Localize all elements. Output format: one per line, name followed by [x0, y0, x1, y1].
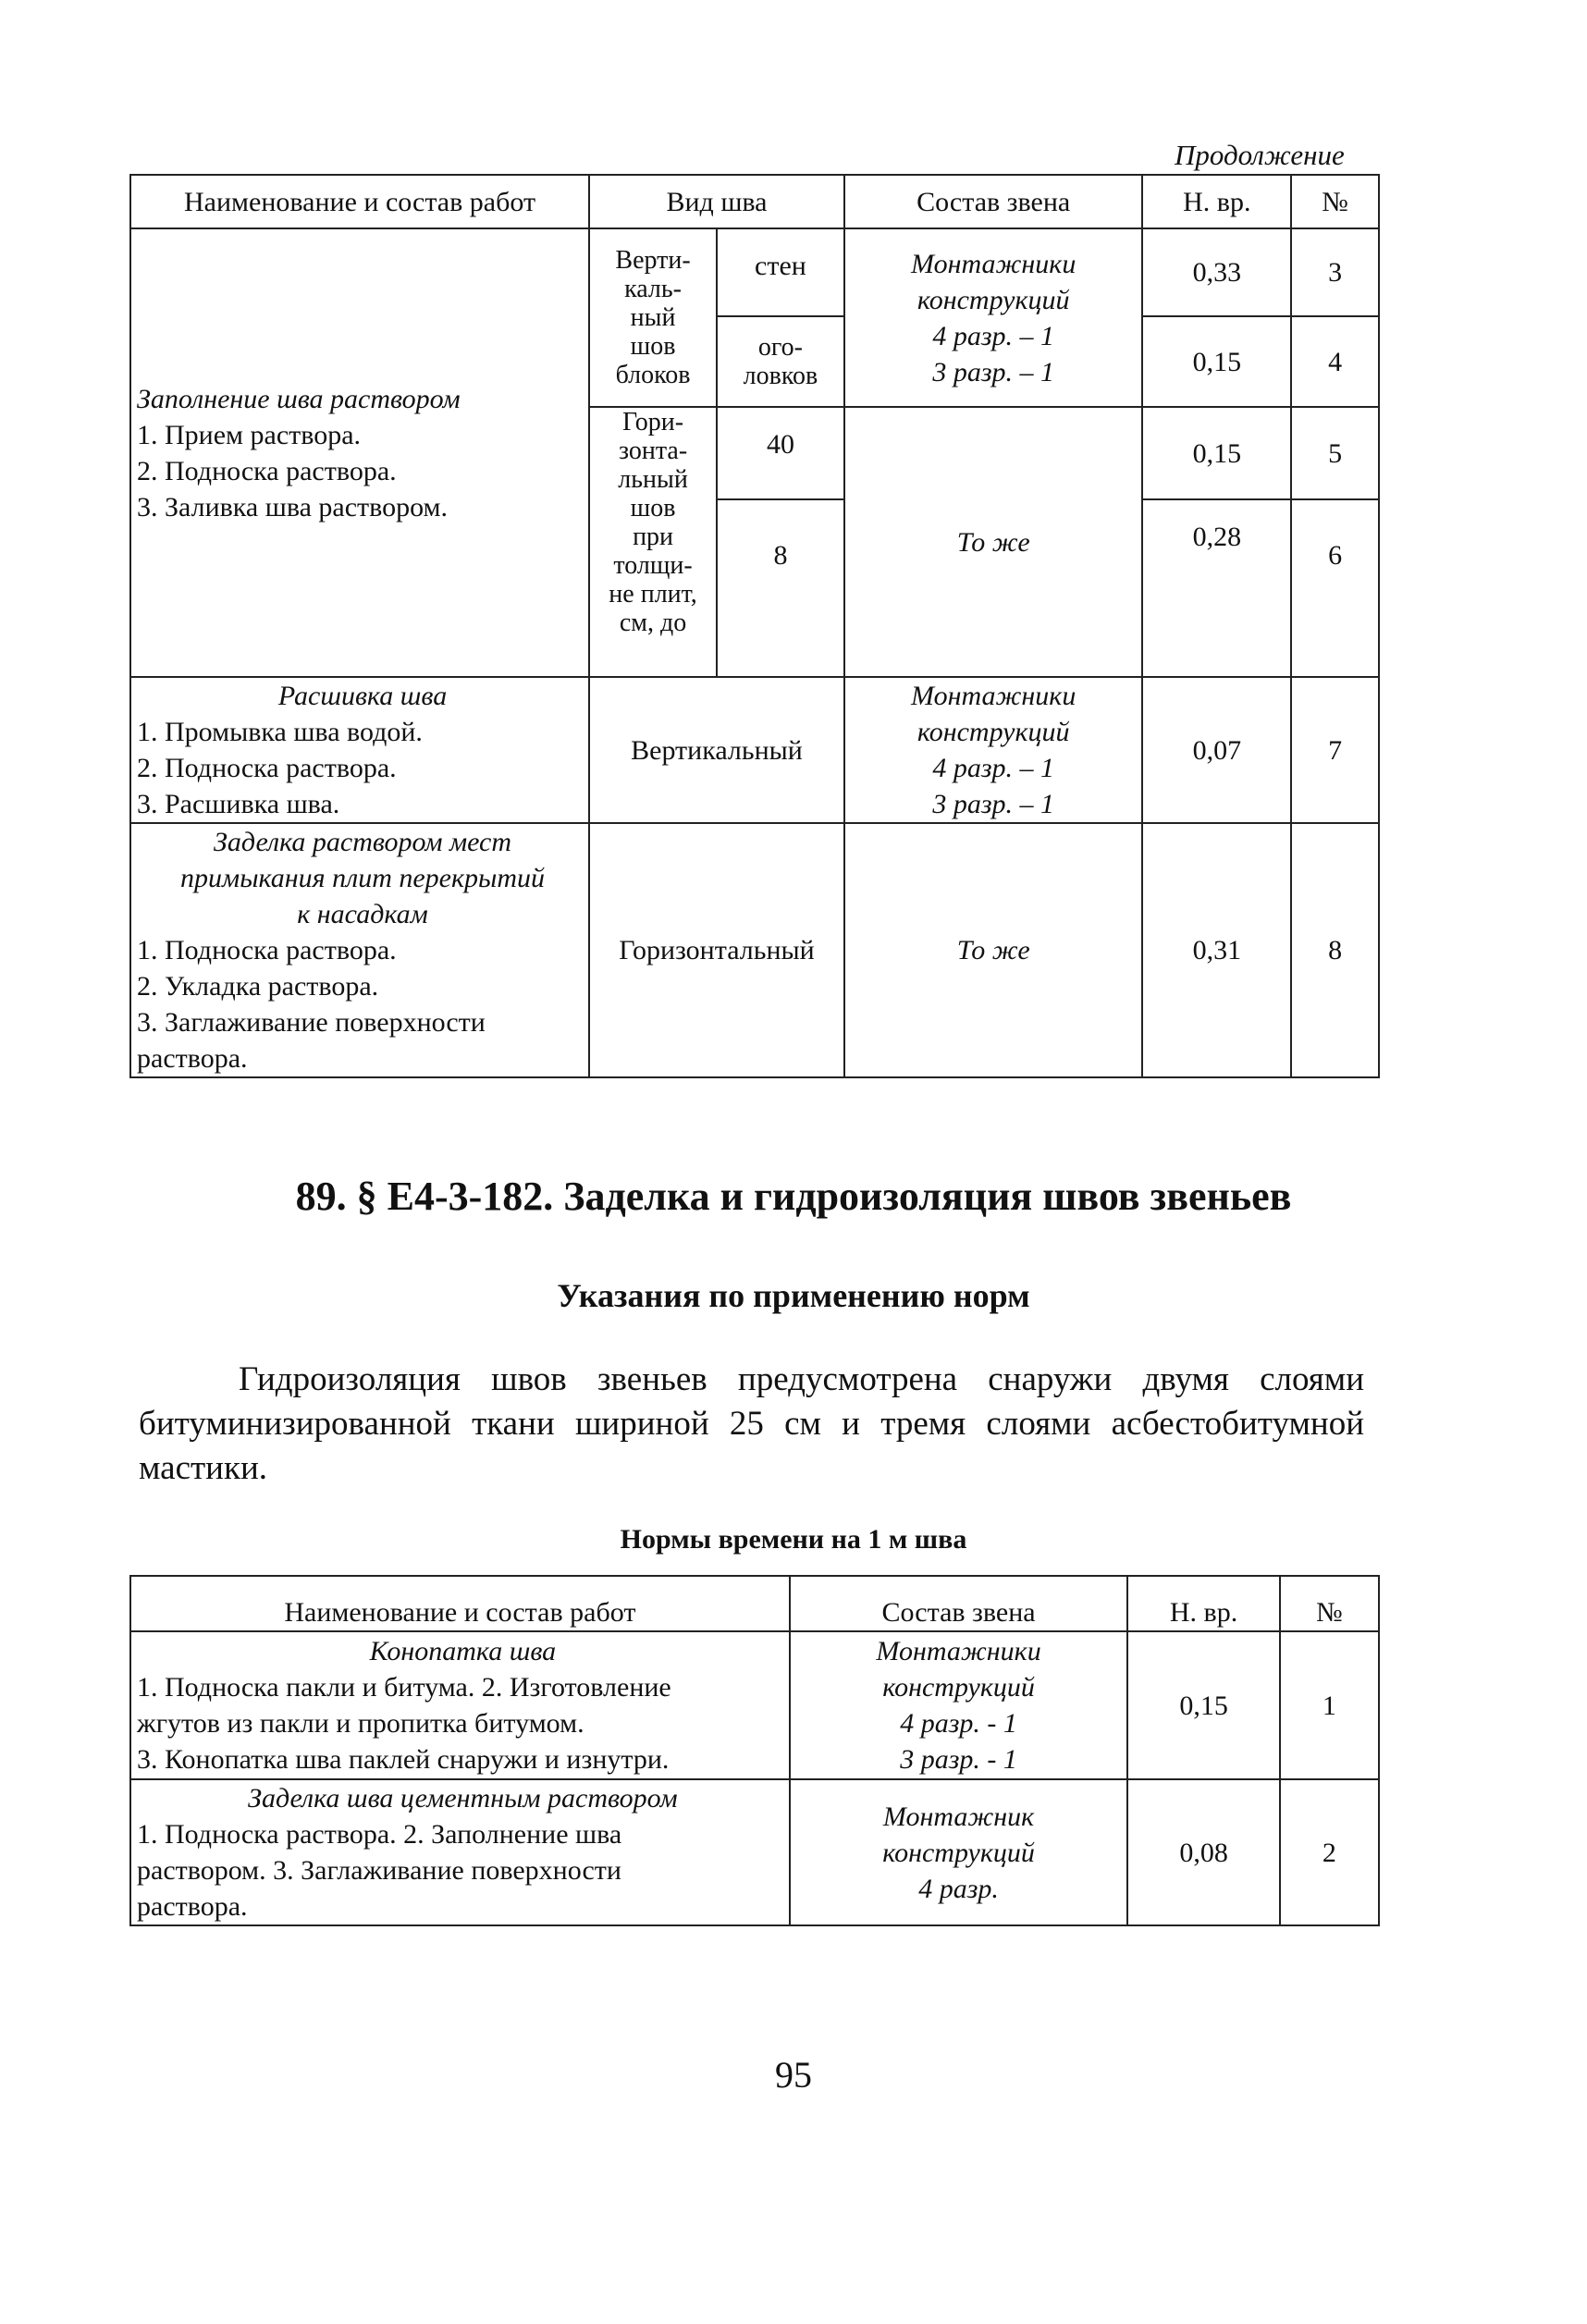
work-title: примыкания плит перекрытий	[180, 863, 546, 893]
subheading: Указания по применению норм	[557, 1277, 1030, 1314]
sub-heads: ого- ловков	[717, 316, 844, 407]
table2-caption: Нормы времени на 1 м шва	[620, 1524, 967, 1555]
work-title: Заделка раствором мест	[214, 827, 512, 857]
work-step: 1. Подноска пакли и битума. 2. Изготовление	[137, 1672, 671, 1703]
row-number: 2	[1280, 1779, 1379, 1925]
work-cell-cement-sealing	[130, 1779, 790, 1925]
header-norm: Н. вр.	[1127, 1576, 1279, 1631]
norm-value: 0,31	[1142, 823, 1291, 1077]
row-number: 8	[1291, 823, 1379, 1077]
row-number: 6	[1291, 499, 1379, 677]
work-title: Конопатка шва	[369, 1636, 557, 1666]
header-norm: Н. вр.	[1142, 175, 1291, 228]
seam-type-value: Горизонтальный	[589, 823, 844, 1077]
page-number: 95	[775, 2054, 812, 2096]
work-step: 3. Расшивка шва.	[137, 789, 340, 819]
work-cell-pointing	[130, 677, 589, 823]
norm-value: 0,15	[1142, 316, 1291, 407]
work-title: Заделка шва цементным раствором	[248, 1783, 678, 1814]
sub-thickness-40: 40	[717, 407, 844, 499]
work-step: 1. Промывка шва водой.	[137, 717, 423, 747]
work-step: 3. Конопатка шва паклей снаружи и изнутри.	[137, 1744, 670, 1775]
crew-same: То же	[844, 407, 1143, 677]
row-number: 5	[1291, 407, 1379, 499]
norms-table-continued	[129, 174, 1380, 1078]
header-work: Наименование и состав работ	[130, 1576, 790, 1631]
crew-cell: Монтажники конструкций 4 разр. – 1 3 разр. – 1	[844, 228, 1143, 407]
seam-type-value: Вертикальный	[589, 677, 844, 823]
section-heading: 89. § Е4-3-182. Заделка и гидроизоляция швов звеньев	[295, 1174, 1292, 1219]
work-step: жгутов из пакли и пропитка битумом.	[137, 1708, 584, 1739]
work-step: раствора.	[137, 1043, 248, 1074]
continuation-label: Продолжение	[1175, 139, 1345, 171]
work-cell-caulking	[130, 1631, 790, 1779]
norm-value: 0,08	[1127, 1779, 1279, 1925]
work-step: 1. Прием раствора.	[137, 419, 362, 450]
row-number: 3	[1291, 228, 1379, 316]
header-seam-type: Вид шва	[589, 175, 844, 228]
work-cell-sealing	[130, 823, 589, 1077]
header-number: №	[1280, 1576, 1379, 1631]
header-crew: Состав звена	[844, 175, 1143, 228]
work-step: раствором. 3. Заглаживание поверхности	[137, 1855, 621, 1886]
norms-table	[129, 1575, 1380, 1926]
row-number: 4	[1291, 316, 1379, 407]
header-work: Наименование и состав работ	[130, 175, 589, 228]
header-number: №	[1291, 175, 1379, 228]
norm-value: 0,15	[1142, 407, 1291, 499]
crew-same: То же	[844, 823, 1143, 1077]
work-step: раствора.	[137, 1891, 248, 1922]
norm-value: 0,28	[1142, 499, 1291, 677]
work-step: 1. Подноска раствора. 2. Заполнение шва	[137, 1819, 622, 1850]
header-crew: Состав звена	[790, 1576, 1128, 1631]
horizontal-seam-label: Гори- зонта- льный шов при толщи- не плит, см, до	[589, 407, 717, 677]
norm-value: 0,33	[1142, 228, 1291, 316]
crew-cell: Монтажники конструкций 4 разр. – 1 3 разр. – 1	[844, 677, 1143, 823]
work-step: 2. Подноска раствора.	[137, 455, 397, 486]
work-step: 1. Подноска раствора.	[137, 935, 397, 965]
work-step: 3. Заливка шва раствором.	[137, 491, 449, 523]
work-title: к насадкам	[297, 899, 428, 929]
sub-walls: стен	[717, 228, 844, 316]
work-title: Заполнение шва раствором	[137, 383, 461, 414]
work-cell-grouting	[130, 228, 589, 677]
row-number: 7	[1291, 677, 1379, 823]
instructions-paragraph: Гидроизоляция швов звеньев предусмотрена снаружи двумя слоями битуминизированной ткани шириной 25 см и тремя слоями асбестобитумной мастики.	[139, 1360, 1364, 1487]
crew-cell: Монтажники конструкций 4 разр. - 1 3 разр. - 1	[790, 1631, 1128, 1779]
work-title: Расшивка шва	[277, 681, 448, 711]
vertical-seam-label: Верти- каль- ный шов блоков	[589, 228, 717, 407]
work-step: 2. Подноска раствора.	[137, 753, 397, 783]
work-step: 3. Заглаживание поверхности	[137, 1007, 486, 1038]
norm-value: 0,07	[1142, 677, 1291, 823]
work-step: 2. Укладка раствора.	[137, 971, 379, 1002]
norm-value: 0,15	[1127, 1631, 1279, 1779]
crew-cell: Монтажник конструкций 4 разр.	[790, 1779, 1128, 1925]
row-number: 1	[1280, 1631, 1379, 1779]
sub-thickness-8: 8	[717, 499, 844, 677]
